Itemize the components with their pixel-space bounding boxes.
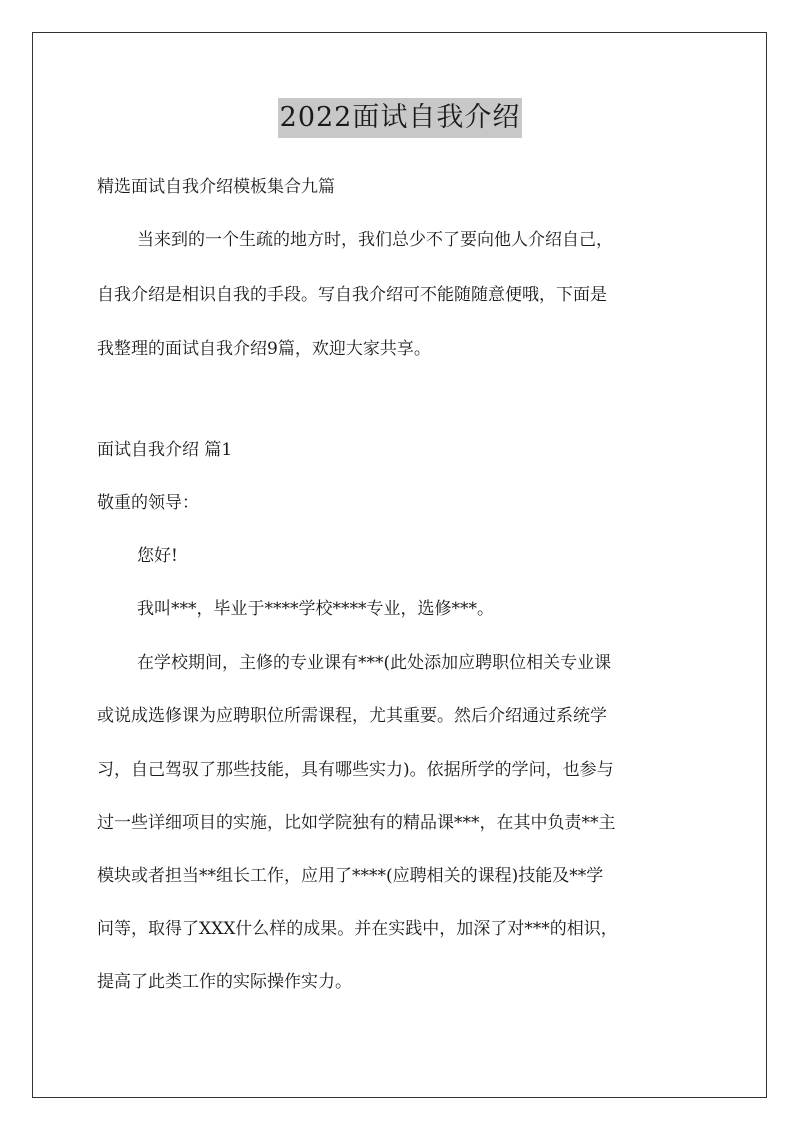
body-line: 模块或者担当**组长工作，应用了****(应聘相关的课程)技能及**学 [97,866,604,886]
intro-line: 自我介绍是相识自我的手段。写自我介绍可不能随随意便哦，下面是 [97,285,607,305]
intro-line: 我整理的面试自我介绍9篇，欢迎大家共享。 [97,339,431,359]
document-subtitle: 精选面试自我介绍模板集合九篇 [97,177,335,197]
document-title: 2022面试自我介绍 [278,98,523,138]
body-line: 在学校期间，主修的专业课有***(此处添加应聘职位相关专业课 [137,653,612,673]
body-line: 过一些详细项目的实施，比如学院独有的精品课***，在其中负责**主 [97,813,616,833]
body-line: 提高了此类工作的实际操作实力。 [97,972,352,992]
self-intro-line: 我叫***，毕业于****学校****专业，选修***。 [137,599,494,619]
greeting: 您好! [137,546,178,566]
intro-line: 当来到的一个生疏的地方时，我们总少不了要向他人介绍自己， [137,230,613,250]
body-line: 习，自己驾驭了那些技能，具有哪些实力)。依据所学的学问，也参与 [97,760,614,780]
body-line: 或说成选修课为应聘职位所需课程，尤其重要。然后介绍通过系统学 [97,706,607,726]
title-container [0,98,800,138]
section-heading: 面试自我介绍 篇1 [97,440,233,460]
body-line: 问等，取得了XXX什么样的成果。并在实践中，加深了对***的相识， [97,919,618,939]
salutation: 敬重的领导： [97,493,199,513]
